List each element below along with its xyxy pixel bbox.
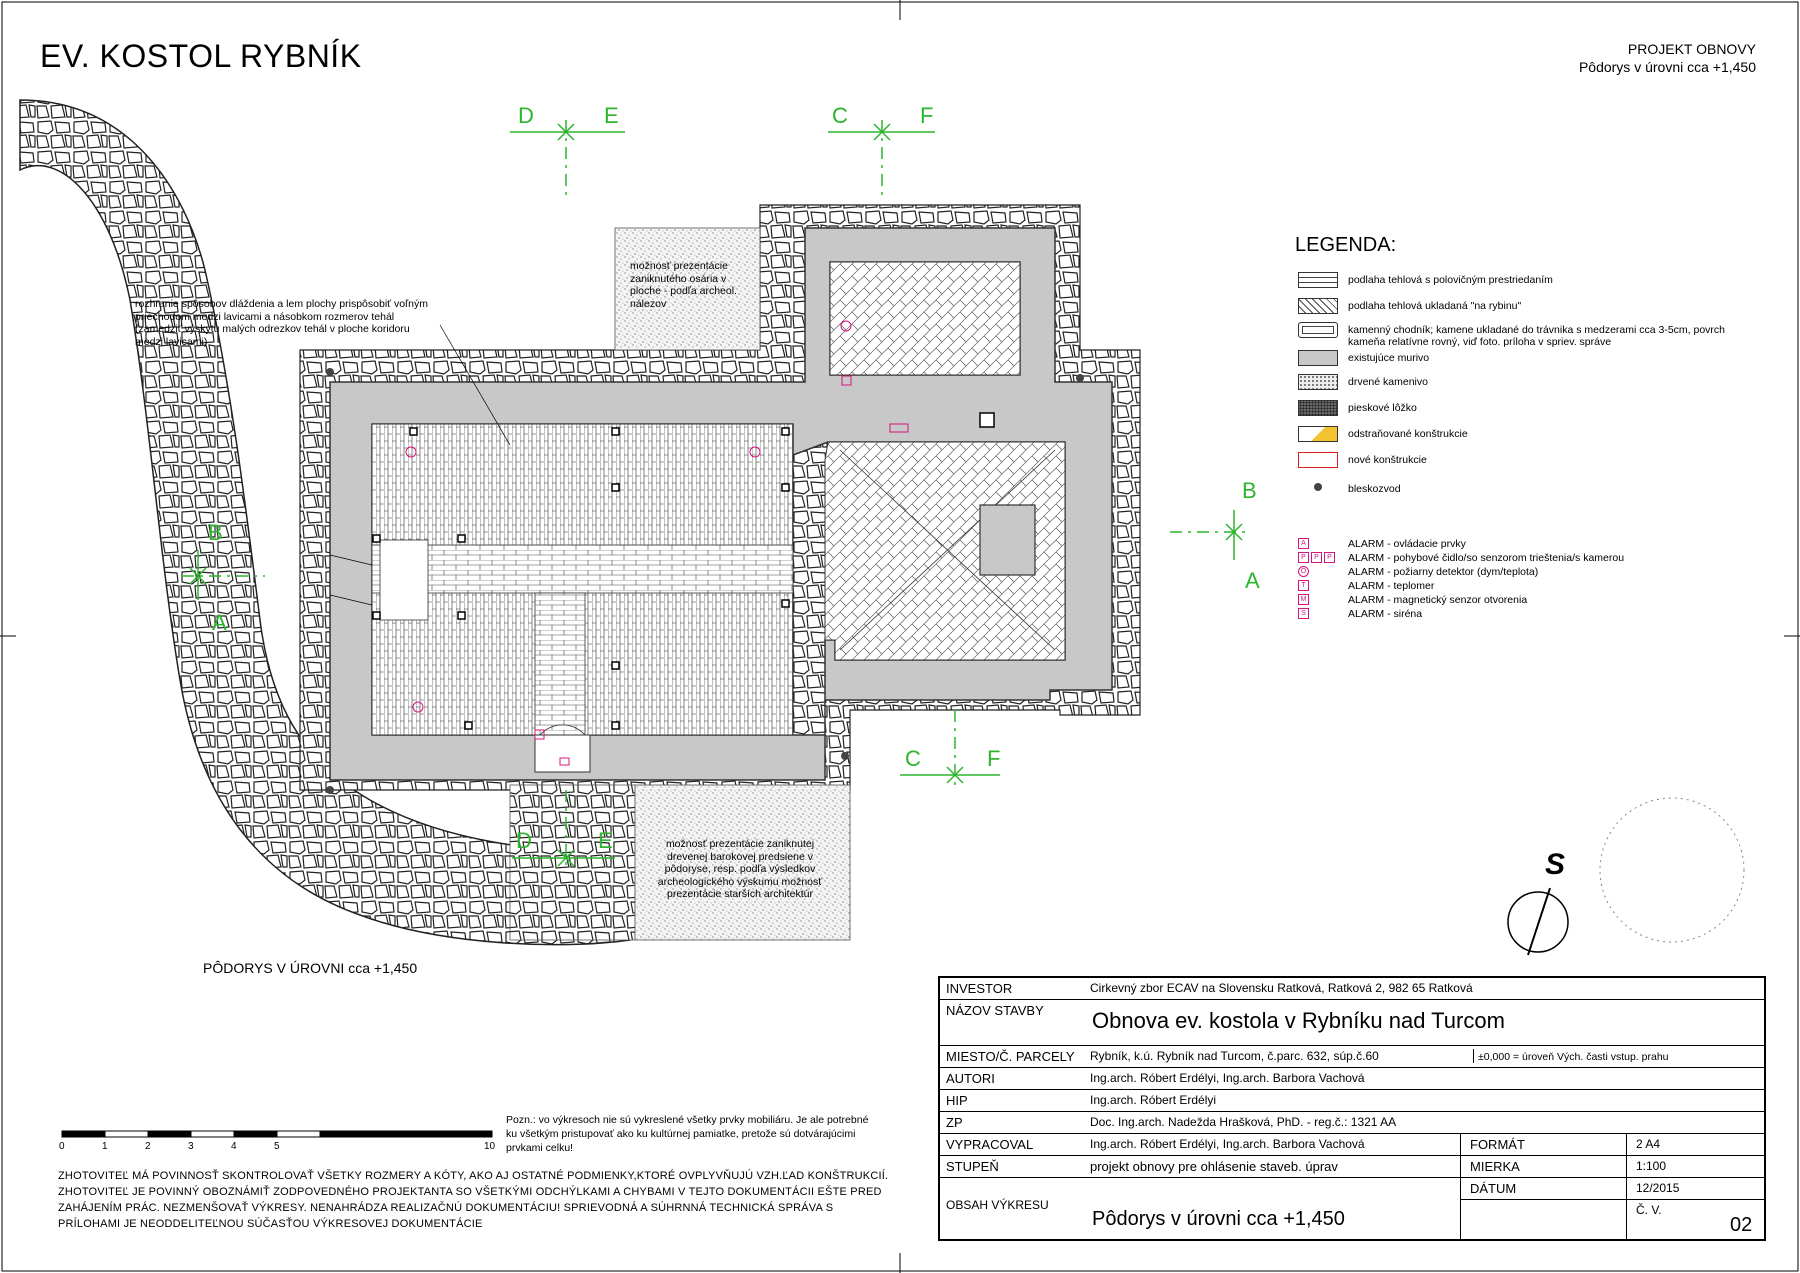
number-value: 02 <box>1730 1214 1753 1236</box>
alarm-thermometer-icon: T <box>1298 580 1309 591</box>
number-label: Č. V. <box>1636 1203 1662 1217</box>
alarm-fire-detector-icon: O <box>1298 566 1309 577</box>
content-label: OBSAH VÝKRESU <box>946 1198 1049 1212</box>
removed-swatch <box>1298 426 1338 442</box>
stage-value: projekt obnovy pre ohlásenie staveb. úprav <box>1090 1159 1338 1174</box>
nave-aisle-cross <box>535 593 585 735</box>
plan-label: PÔDORYS V ÚROVNI cca +1,450 <box>203 960 418 976</box>
date-label: DÁTUM <box>1470 1181 1517 1196</box>
brick-swatch <box>1298 272 1338 288</box>
furniture-note: Pozn.: vo výkresoch nie sú vykreslené všetky prvky mobiliáru. Je ale potrebné ku všetkým pristupovať ako ku kultúrnej pamiatke, pretože sú dotvárajúcimi prvkami celku! <box>506 1114 869 1154</box>
herringbone-swatch <box>1298 298 1338 314</box>
scale-tick: 0 <box>59 1141 65 1152</box>
sand-swatch <box>1298 400 1338 416</box>
project-type: PROJEKT OBNOVY <box>1627 41 1756 57</box>
section-label-d-bottom: D <box>516 828 532 853</box>
format-value: 2 A4 <box>1636 1137 1661 1151</box>
alarm-siren-icon: S <box>1298 608 1309 619</box>
authors-value: Ing.arch. Róbert Erdélyi, Ing.arch. Barbora Vachová <box>1090 1071 1365 1085</box>
section-label-e-bottom: E <box>598 828 613 853</box>
date-value: 12/2015 <box>1636 1181 1680 1195</box>
scale-tick: 4 <box>231 1141 237 1152</box>
nave-aisle <box>372 545 793 593</box>
hip-value: Ing.arch. Róbert Erdélyi <box>1090 1093 1217 1107</box>
section-label-c-bottom: C <box>905 746 921 771</box>
section-label-d-top: D <box>518 103 534 128</box>
scale-tick: 1 <box>102 1141 108 1152</box>
format-label: FORMÁT <box>1470 1137 1525 1152</box>
scale-tick: 5 <box>274 1141 280 1152</box>
drawn-value: Ing.arch. Róbert Erdélyi, Ing.arch. Barbora Vachová <box>1090 1137 1365 1151</box>
scale-tick: 3 <box>188 1141 194 1152</box>
project-subtitle: Pôdorys v úrovni cca +1,450 <box>1578 59 1756 75</box>
zp-value: Doc. Ing.arch. Nadežda Hrašková, PhD. - reg.č.: 1321 AA <box>1090 1115 1397 1129</box>
annotation-ossarium: možnosť prezentácie zaniknutého osária v ploche - podľa archeol. nálezov <box>630 260 737 310</box>
authors-label: AUTORI <box>946 1071 995 1086</box>
altar <box>980 505 1035 575</box>
place-value: Rybník, k.ú. Rybník nad Turcom, č.parc. 632, súp.č.60 <box>1090 1049 1379 1063</box>
section-label-f-top: F <box>920 103 934 128</box>
legend-title: LEGENDA: <box>1295 234 1397 256</box>
north-label: S <box>1545 848 1566 881</box>
tower-floor <box>830 262 1020 375</box>
section-label-c-top: C <box>832 103 848 128</box>
name-label: NÁZOV STAVBY <box>946 1003 1044 1018</box>
place-separator <box>1473 1049 1475 1063</box>
name-value: Obnova ev. kostola v Rybníku nad Turcom <box>1092 1008 1505 1033</box>
place-label: MIESTO/Č. PARCELY <box>946 1049 1075 1064</box>
zp-label: ZP <box>946 1115 963 1130</box>
scale-bar <box>62 1131 492 1137</box>
gravel-porch <box>510 785 635 940</box>
gravel-swatch <box>1298 374 1338 390</box>
scale-tick: 10 <box>484 1141 496 1152</box>
content-value: Pôdorys v úrovni cca +1,450 <box>1092 1208 1345 1230</box>
stone-swatch <box>1298 322 1338 338</box>
wall-swatch <box>1298 350 1338 366</box>
south-door <box>535 735 590 772</box>
section-label-e-top: E <box>604 103 619 128</box>
alarm-control-icon: A <box>1298 538 1309 549</box>
contractor-warning: ZHOTOVITEĽ MÁ POVINNOSŤ SKONTROLOVAŤ VŠETKY ROZMERY A KÓTY, AKO AJ OSTATNÉ PODMIENKY,KTORÉ OVPLYVŇUJÚ VZH.ĽAD KONŠTRUKCIÍ. ZHOTOVITEĽ JE POVINNÝ OBOZNÁMIŤ ZODPOVEDNÉHO PROJEKTANTA SO VŠETKÝMI ODCHÝLKAMI A CHYBAMI V TEJTO DOKUMENTÁCII EŠTE PRED ZAHÁJENÍM PRÁC. NEZMENŠOVAŤ VÝKRESY. NENAHRÁDZA REALIZAČNÚ DOKUMENTÁCIU! SPRIEVODNÁ A SÚHRNNÁ TECHNICKÁ SPRÁVA S PRÍLOHAMI JE NEODDELITEĽNOU SÚČASŤOU VÝKRESOVEJ DOKUMENTÁCIE <box>58 1170 889 1230</box>
drawing-sheet: EV. KOSTOL RYBNÍK PROJEKT OBNOVY Pôdorys v úrovni cca +1,450 možnosť prezentácie zaniknutého osária v ploche - podľa archeol. nálezov rozhranie spôsobov dláždenia a lem plochy prispôsobiť voľným priechodom medzi lavicami a násobkom rozmerov tehál (zamedziť výskytu malých odrezkov tehál v ploche koridoru medzi lavicami) možnosť prezentácie zaniknutej drevenej barokovej predsiene v pôdoryse, resp. podľa výsledkov archeologického výskumu možnosť prezentácie starších architektúr D E C F B A B A C F D E S LEGENDA: podlaha tehlová s polovičným prestriedaním podlaha tehlová ukladaná "na rybinu" kamenný chodník; kamene ukladané do trávnika s medzerami cca 3-5cm, povrch kameňa relatívne rovný, viď foto. príloha v spriev. správe existujúce murivo drvené kamenivo pieskové lôžko odstraňované konštrukcie nové konštrukcie bleskozvod A ALARM - ovládacie prvky P P P ALARM - pohybové čidlo/so senzorom trieštenia/s kamerou O ALARM - požiarny detektor (dym/teplota) T ALARM - teplomer M ALARM - magnetický senzor otvorenia S ALARM - siréna PÔDORYS V ÚROVNI cca +1,450 0 1 2 3 4 5 10 Pozn.: vo výkresoch nie sú vykreslené všetky prvky mobiliáru. Je ale potrebné ku všetkým pristupovať ako ku kultúrnej pamiatke, pretože sú dotvárajúcimi prvkami celku! ZHOTOVITEĽ MÁ POVINNOSŤ SKONTROLOVAŤ VŠETKY ROZMERY A KÓTY, AKO AJ OSTATNÉ PODMIENKY,KTORÉ OVPLYVŇUJÚ VZH.ĽAD KONŠTRUKCIÍ. ZHOTOVITEĽ JE POVINNÝ OBOZNÁMIŤ ZODPOVEDNÉHO PROJEKTANTA SO VŠETKÝMI ODCHÝLKAMI A CHYBAMI V TEJTO DOKUMENTÁCII EŠTE PRED ZAHÁJENÍM PRÁC. NEZMENŠOVAŤ VÝKRESY. NENAHRÁDZA REALIZAČNÚ DOKUMENTÁCIU! SPRIEVODNÁ A SÚHRNNÁ TECHNICKÁ SPRÁVA S PRÍLOHAMI JE NEODDELITEĽNOU SÚČASŤOU VÝKRESOVEJ DOKUMENTÁCIE INVESTOR Cirkevný zbor ECAV na Slovensku Ratková, Ratková 2, 982 65 Ratková NÁZOV STAVBY Obnova ev. kostola v Rybníku nad Turcom MIESTO/Č. PARCELY Rybník, k.ú. Rybník nad Turcom, č.parc. 632, súp.č.60 ±0,000 = úroveň Vých. časti vstup. prahu AUTORI Ing.arch. Róbert Erdélyi, Ing.arch. Barbora Vachová HIP Ing.arch. Róbert Erdélyi ZP Doc. Ing.arch. Nadežda Hrašková, PhD. - reg.č.: 1321 AA VYPRACOVAL Ing.arch. Róbert Erdélyi, Ing.arch. Barbora Vachová STUPEŇ projekt obnovy pre ohlásenie staveb. úprav OBSAH VÝKRESU Pôdorys v úrovni cca +1,450 FORMÁT 2 A4 MIERKA 1:100 DÁTUM 12/2015 Č. V. 02 <box>0 0 1800 1273</box>
drawn-label: VYPRACOVAL <box>946 1137 1034 1152</box>
drawing-title: EV. KOSTOL RYBNÍK <box>40 38 362 74</box>
annotation-porch: možnosť prezentácie zaniknutej drevenej barokovej predsiene v pôdoryse, resp. podľa výsledkov archeologického výskumu možnosť prezentácie starších architektúr <box>657 838 823 900</box>
section-label-b-left: B <box>208 520 223 545</box>
scale-value: 1:100 <box>1636 1159 1667 1173</box>
nave-front <box>380 540 428 620</box>
stage-label: STUPEŇ <box>946 1159 999 1174</box>
investor-value: Cirkevný zbor ECAV na Slovensku Ratková, Ratková 2, 982 65 Ratková <box>1090 981 1473 995</box>
title-block <box>938 976 1766 1241</box>
new-swatch <box>1298 452 1338 468</box>
level-note: ±0,000 = úroveň Vých. časti vstup. prahu <box>1478 1051 1669 1063</box>
alarm-magnetic-icon: M <box>1298 594 1309 605</box>
lightning-rod-dot-icon <box>1314 483 1322 491</box>
annotation-paving: rozhranie spôsobov dláždenia a lem plochy prispôsobiť voľným priechodom medzi lavicami a násobkom rozmerov tehál (zamedziť výskytu malých odrezkov tehál v ploche koridoru medzi lavicami) <box>135 298 428 348</box>
project-header <box>1579 40 1756 76</box>
scale-label: MIERKA <box>1470 1159 1520 1174</box>
alarm-motion-icon: P P P <box>1298 552 1335 563</box>
section-label-f-bottom: F <box>987 746 1001 771</box>
section-label-a-right: A <box>1245 568 1260 593</box>
hip-label: HIP <box>946 1093 968 1108</box>
scale-tick: 2 <box>145 1141 151 1152</box>
section-label-b-right: B <box>1242 478 1257 503</box>
section-label-a-left: A <box>212 610 227 635</box>
investor-label: INVESTOR <box>946 981 1013 996</box>
